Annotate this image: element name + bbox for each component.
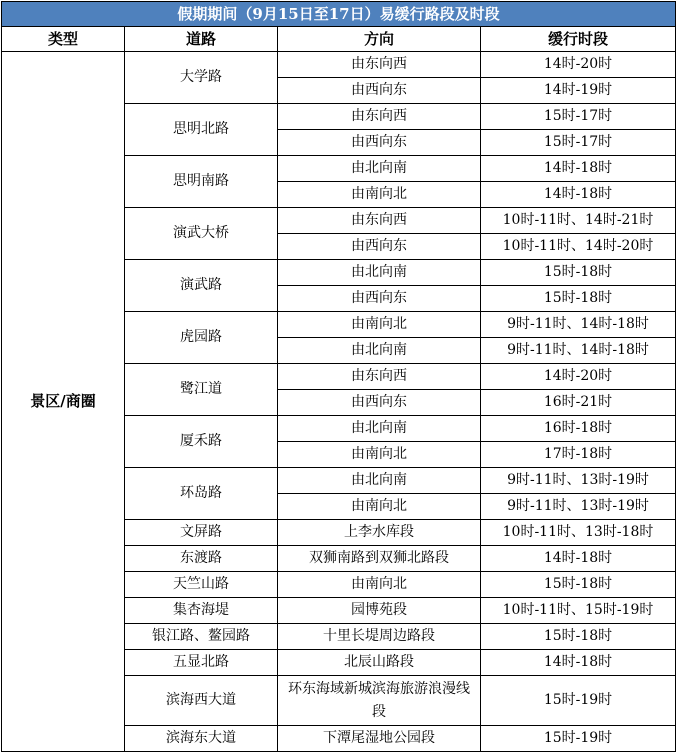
period-cell: 15时-18时 [481,572,676,598]
direction-cell: 由西向东 [278,78,481,104]
period-cell: 14时-18时 [481,156,676,182]
period-cell: 10时-11时、15时-19时 [481,598,676,624]
road-cell: 虎园路 [125,312,278,364]
direction-cell: 下潭尾湿地公园段 [278,726,481,752]
period-cell: 15时-17时 [481,130,676,156]
period-cell: 14时-19时 [481,78,676,104]
period-cell: 15时-19时 [481,726,676,752]
period-cell: 16时-21时 [481,390,676,416]
direction-cell: 由东向西 [278,364,481,390]
period-cell: 14时-18时 [481,546,676,572]
direction-cell: 由西向东 [278,286,481,312]
direction-cell: 由南向北 [278,182,481,208]
header-period: 缓行时段 [481,27,676,52]
table-row [2,52,676,78]
period-cell: 17时-18时 [481,442,676,468]
direction-cell: 由东向西 [278,104,481,130]
header-direction: 方向 [278,27,481,52]
period-cell: 15时-18时 [481,624,676,650]
direction-cell: 由东向西 [278,208,481,234]
direction-cell: 由南向北 [278,572,481,598]
road-cell: 鹭江道 [125,364,278,416]
direction-cell: 由南向北 [278,312,481,338]
direction-cell: 由西向东 [278,130,481,156]
road-cell: 滨海西大道 [125,676,278,726]
direction-cell: 由北向南 [278,468,481,494]
congestion-table [1,1,676,752]
period-cell: 14时-20时 [481,364,676,390]
period-cell: 10时-11时、13时-18时 [481,520,676,546]
direction-cell: 由南向北 [278,442,481,468]
direction-cell: 北辰山路段 [278,650,481,676]
road-cell: 思明北路 [125,104,278,156]
direction-text: 环东海域新城滨海旅游浪漫线段 [288,680,470,720]
period-cell: 10时-11时、14时-20时 [481,234,676,260]
direction-cell: 由北向南 [278,416,481,442]
road-cell: 银江路、鳌园路 [125,624,278,650]
period-cell: 15时-18时 [481,260,676,286]
header-road: 道路 [125,27,278,52]
period-cell: 10时-11时、14时-21时 [481,208,676,234]
road-cell: 大学路 [125,52,278,104]
period-cell: 9时-11时、14时-18时 [481,338,676,364]
road-cell: 东渡路 [125,546,278,572]
road-cell: 厦禾路 [125,416,278,468]
period-cell: 14时-18时 [481,182,676,208]
period-cell: 15时-17时 [481,104,676,130]
road-cell: 滨海东大道 [125,726,278,752]
direction-cell: 由北向南 [278,338,481,364]
direction-cell: 由北向南 [278,260,481,286]
period-cell: 9时-11时、13时-19时 [481,494,676,520]
direction-cell: 双狮南路到双狮北路段 [278,546,481,572]
road-cell: 演武路 [125,260,278,312]
period-cell: 14时-18时 [481,650,676,676]
period-cell: 9时-11时、14时-18时 [481,312,676,338]
direction-cell: 由北向南 [278,156,481,182]
direction-cell: 园博苑段 [278,598,481,624]
table-title: 假期期间（9月15日至17日）易缓行路段及时段 [2,2,676,27]
period-cell: 9时-11时、13时-19时 [481,468,676,494]
road-cell: 文屏路 [125,520,278,546]
road-cell: 演武大桥 [125,208,278,260]
road-cell: 环岛路 [125,468,278,520]
period-cell: 16时-18时 [481,416,676,442]
road-cell: 集杏海堤 [125,598,278,624]
header-type: 类型 [2,27,125,52]
direction-cell: 由西向东 [278,390,481,416]
direction-cell: 由南向北 [278,494,481,520]
direction-cell: 十里长堤周边路段 [278,624,481,650]
direction-cell: 由西向东 [278,234,481,260]
direction-cell: 上李水库段 [278,520,481,546]
road-cell: 天竺山路 [125,572,278,598]
direction-cell: 由东向西 [278,52,481,78]
period-cell: 14时-20时 [481,52,676,78]
road-cell: 五显北路 [125,650,278,676]
period-cell: 15时-19时 [481,676,676,726]
road-cell: 思明南路 [125,156,278,208]
period-cell: 15时-18时 [481,286,676,312]
table-body [2,52,676,752]
category-cell: 景区/商圈 [2,52,125,752]
direction-cell [278,676,481,726]
